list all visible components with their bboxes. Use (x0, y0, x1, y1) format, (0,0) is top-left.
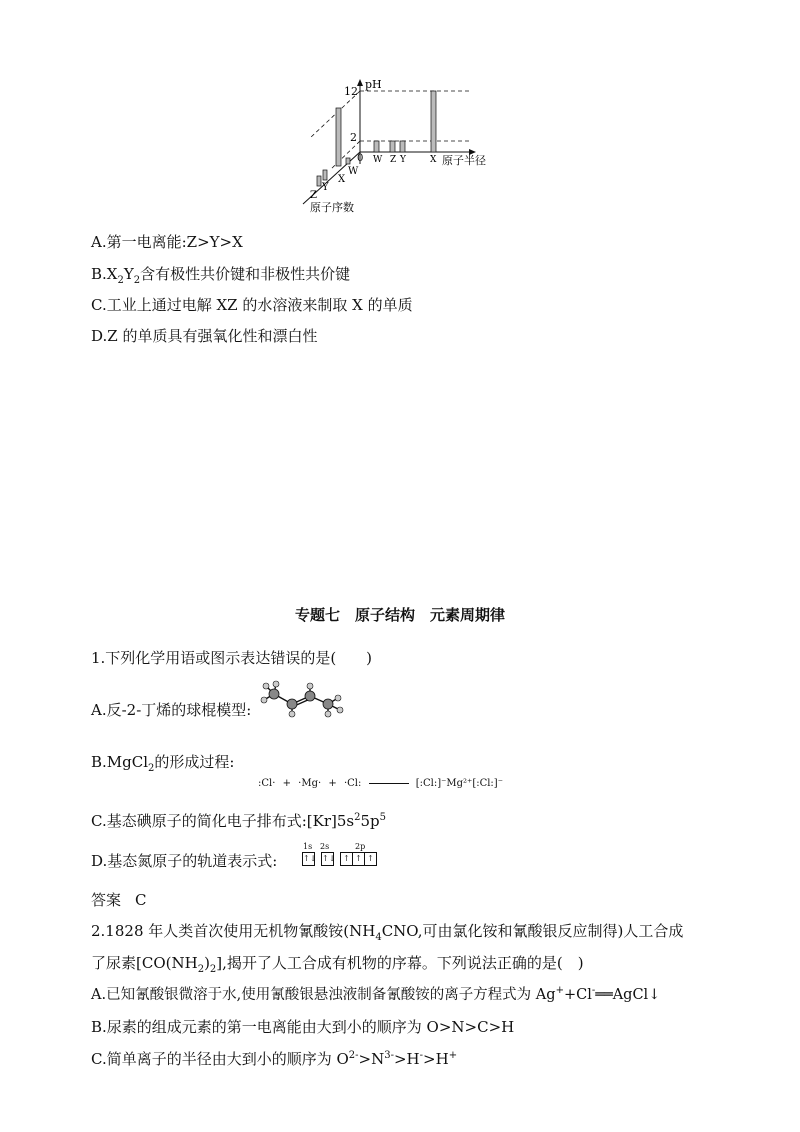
orbital-box-2p-3: ↑ (365, 852, 377, 866)
orbital-diagram (302, 842, 377, 866)
plus-2: + (328, 778, 337, 789)
cl-atom-2: ·Cl: (343, 778, 362, 789)
prev-option-b: $B.X_2Y_2$含有极性共价键和非极性共价键 (91, 265, 351, 286)
depth-label-x: X (338, 174, 346, 185)
q1-option-b: B.MgCl$_2$的形成过程: (91, 753, 235, 774)
section-title: 专题七 原子结构 元素周期律 (294, 606, 505, 624)
y-axis-label: pH (365, 78, 382, 91)
ph-radius-figure (300, 78, 520, 218)
bar-x (431, 91, 436, 152)
orbital-label-2s: 2s (320, 842, 330, 851)
prev-option-c: C.工业上通过电解 XZ 的水溶液来制取 X 的单质 (91, 296, 413, 314)
q1-stem: 1.下列化学用语或图示表达错误的是( ) (91, 649, 373, 667)
mgcl2-formation (258, 778, 503, 789)
reaction-arrow (369, 783, 409, 784)
x-label-x: X (430, 155, 437, 165)
ball-stick-model (258, 680, 348, 720)
depth-bar-z (317, 176, 321, 186)
orbital-box-2s: ↑↓ (321, 852, 334, 866)
mg-atom: ·Mg· (298, 778, 322, 789)
depth-bar-y (323, 170, 327, 180)
q1-answer: 答案 C (91, 891, 147, 909)
x-label-z: Z (390, 155, 397, 165)
depth-axis-label: 原子序数 (310, 201, 354, 214)
orbital-label-1s: 1s (303, 842, 313, 851)
orbital-box-2p-1: ↑ (340, 852, 353, 866)
q1-option-a: A.反-2-丁烯的球棍模型: (91, 701, 252, 719)
bar-w (374, 141, 379, 152)
q2-option-c: C.简单离子的半径由大到小的顺序为 $O^{2-}>N^{3-}>H^->H^+$ (91, 1050, 458, 1068)
cl-atom-1: :Cl· (258, 778, 276, 789)
depth-label-y: Y (322, 182, 329, 193)
bar-z (390, 141, 395, 152)
orbital-box-1s: ↑↓ (302, 852, 315, 866)
q2-stem-line1: 2.1828 年人类首次使用无机物氰酸铵($NH_4CNO$,可由氯化铵和氰酸银反应制得)人工合成 (91, 922, 684, 943)
q2-option-b: B.尿素的组成元素的第一电离能由大到小的顺序为 O>N>C>H (91, 1018, 515, 1036)
depth-label-w: W (348, 166, 359, 177)
origin-label: 0 (357, 153, 364, 164)
q2-stem-line2: 了尿素$[CO(NH_2)_2]$,揭开了人工合成有机物的序幕。下列说法正确的是( ) (91, 954, 584, 975)
x-axis-label: 原子半径 (442, 154, 486, 167)
q1-option-d: D.基态氮原子的轨道表示式: (91, 852, 278, 870)
depth-bar-x (336, 108, 341, 166)
q1-option-c: C.基态碘原子的简化电子排布式$:[Kr]5s^25p^5$ (91, 812, 386, 830)
orbital-label-2p: 2p (355, 842, 366, 851)
prev-option-a: A.第一电离能:Z>Y>X (91, 233, 243, 251)
x-label-y: Y (400, 155, 406, 165)
depth-bar-w (346, 158, 350, 164)
prev-option-d: D.Z 的单质具有强氧化性和漂白性 (91, 327, 318, 345)
tick-2: 2 (350, 131, 357, 144)
x-label-w: W (373, 155, 383, 165)
orbital-box-2p-2: ↑ (353, 852, 365, 866)
q2-option-a: A.已知氰酸银微溶于水,使用氰酸银悬浊液制备氰酸铵的离子方程式为 Ag++Cl-══AgCl↓ (91, 985, 661, 1003)
bar-y (400, 141, 405, 152)
mgcl2-product: [:Cl:]⁻Mg²⁺[:Cl:]⁻ (415, 778, 503, 789)
depth-label-z: Z (310, 190, 317, 201)
plus-1: + (282, 778, 291, 789)
tick-12: 12 (344, 85, 358, 98)
